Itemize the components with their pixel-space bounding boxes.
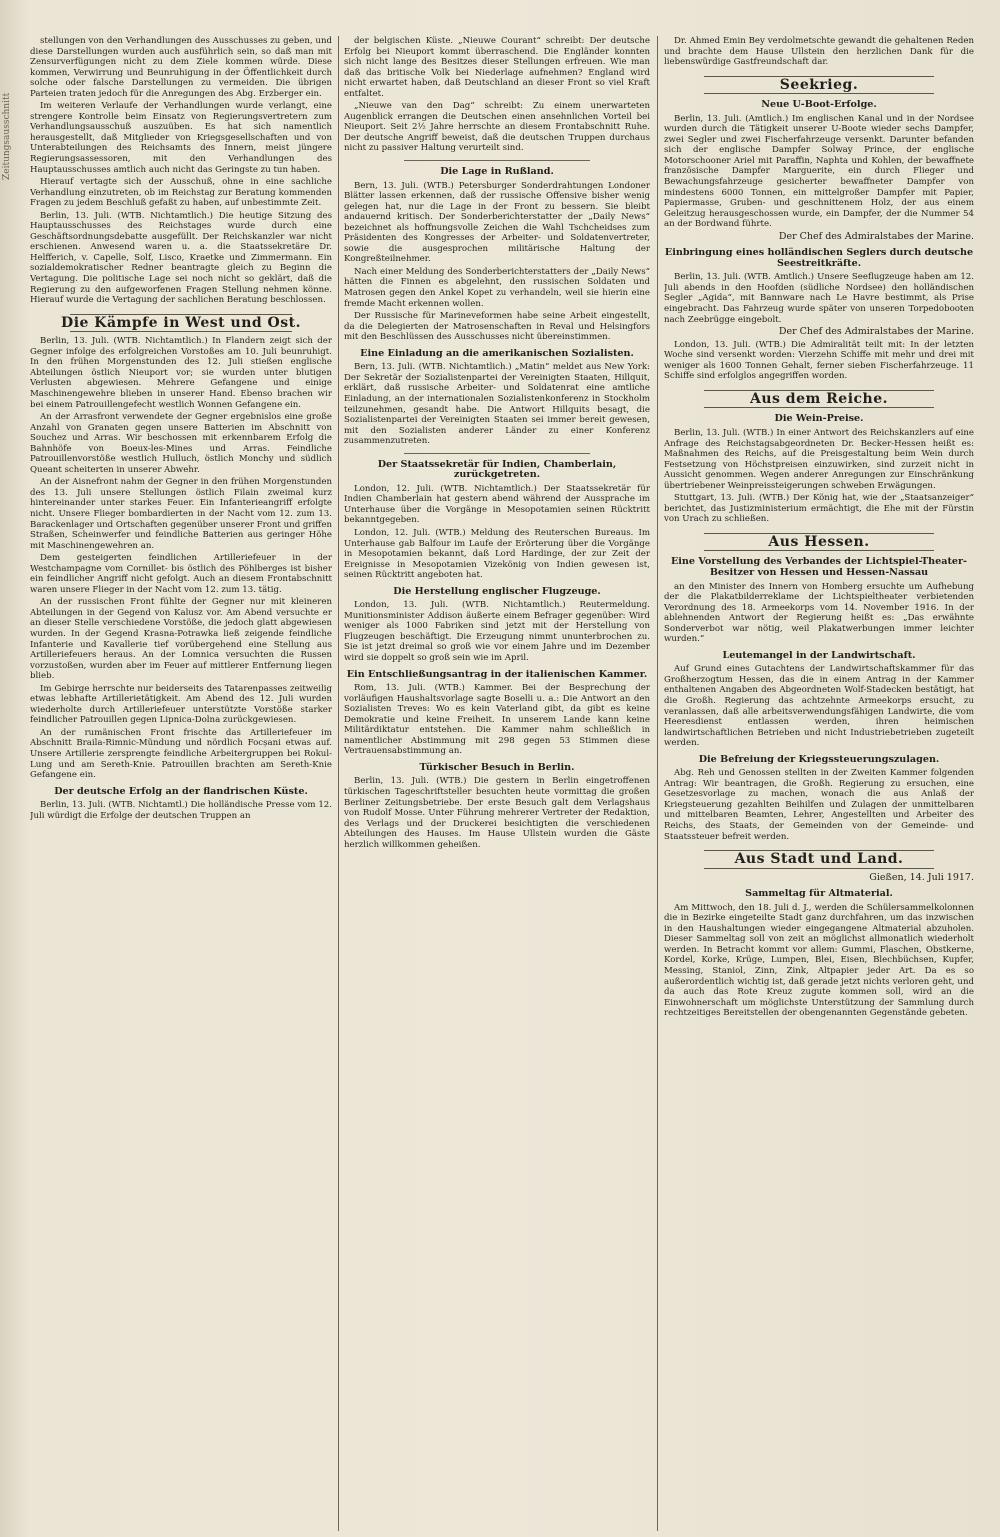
paragraph: Im Gebirge herrschte nur beiderseits des Tatarenpasses zeitweilig etwas lebhafte Artillerietätigkeit. Am Abend des 12. Juli wurden wiederholte durch Artilleriefeuer unterstützte Vorstöße starker feindlicher Patrouillen gegen Lipnica-Dolna zurückgewiesen. — [30, 683, 332, 726]
margin-note: Zeitungsausschnitt — [2, 92, 12, 180]
paragraph: An der russischen Front fühlte der Gegner nur mit kleineren Abteilungen in der Gegend von Kalusz vor. Am Abend versuchte er an dieser Stelle verschiedene Vorstöße, die jedoch glatt abgewiesen wurden. In der Gegend Krasna-Potrawka ließ zeigende feindliche Infanterie und Kavallerie tief vorübergehend eine Stellung aus Artilleriefeuers heraus. An der Lomnica versuchten die Russen vorzustoßen, wurden aber im Feuer auf mittlerer Entfernung liegen blieb. — [30, 597, 332, 682]
paragraph: Nach einer Meldung des Sonderberichterstatters der „Daily News“ hätten die Finnen es abgelehnt, den russischen Soldaten und Matrosen gegen den Ankel Kopet zu verhandeln, weil sie hierin eine fremde Macht erkennen wollen. — [344, 266, 650, 309]
paragraph: Berlin, 13. Juli. (WTB.) Die gestern in Berlin eingetroffenen türkischen Tageschriftsteller besuchten heute vormittag die großen Berliner Zeitungsbetriebe. Der erste Besuch galt dem Verlagshaus von Rudolf Mosse. Unter Führung mehrerer Vertreter der Redaktion, des Verlags und der Druckerei besichtigten die verschiedenen Abteilungen des Hauses. Im Hause Ullstein wurden die Gäste herzlich willkommen geheißen. — [344, 776, 650, 850]
divider — [404, 160, 590, 161]
section-heading: Die Kämpfe in West und Ost. — [30, 314, 332, 333]
paragraph: der belgischen Küste. „Nieuwe Courant“ schreibt: Der deutsche Erfolg bei Nieuport kommt überraschend. Die Engländer konnten sich nicht lange des Besitzes dieser Stellungen erfreuen. Wie man daß das britische Volk bei Niederlage aufnehmen? England wird nicht erwartet haben, daß Deutschland an dieser Front so viel Kraft entfaltet. — [344, 36, 650, 99]
signature: Der Chef des Admiralstabes der Marine. — [778, 230, 974, 242]
paragraph: Berlin, 13. Juli. (WTB. Nichtamtlich.) In Flandern zeigt sich der Gegner infolge des erfolgreichen Vorstoßes am 10. Juli beunruhigt. In den frühen Morgenstunden des 12. Juli stießen englische Abteilungen östlich Nieuport vor; sie wurden unter blutigen Verlusten abgewiesen. Mehrere Gefangene und einige Maschinengewehre blieben in unserer Hand. Ebenso brachen wir bei einem Patrouillengefecht westlich Wonnen Gefangene ein. — [30, 336, 332, 410]
paragraph: Auf Grund eines Gutachtens der Landwirtschaftskammer für das Großherzogtum Hessen, das die in einem Antrag in der Kammer enthaltenen Angaben des Abgeordneten Wolf-Stadecken bestätigt, hat die Großh. Regierung das achtzehnte Armeekorps ersucht, zu veranlassen, daß alle arbeitsverwendungsfähigen Landwirte, die vom Heeresdienst entlassen werden, ihren heimischen landwirtschaftlichen Betrieben und nicht Industriebetrieben zugeteilt werden. — [664, 664, 974, 749]
column-2 — [344, 36, 650, 1536]
paragraph: London, 12. Juli. (WTB.) Meldung des Reuterschen Bureaus. Im Unterhause gab Balfour im Laufe der Erörterung über die Vorgänge in Mesopotamien bekannt, daß Lord Hardinge, der zur Zeit der Ereignisse in Mesopotamien Vizekönig von Indien gewesen ist, seinen Rücktritt angeboten hat. — [344, 527, 650, 581]
paragraph: London, 12. Juli. (WTB. Nichtamtlich.) Der Staatssekretär für Indien Chamberlain hat gestern abend während der Aussprache im Unterhause über die Vorgänge in Mesopotamien seinen Rücktritt bekanntgegeben. — [344, 483, 650, 526]
paragraph: Dem gesteigerten feindlichen Artilleriefeuer in der Westchampagne vom Cornillet- bis östlich des Pöhlberges ist bisher ein feindlicher Angriff nicht gefolgt. Auch an diesem Frontabschnitt waren unsere Flieger in der Nacht vom 12. zum 13. tätig. — [30, 553, 332, 595]
paragraph: Berlin, 13. Juli. (WTB. Nichtamtl.) Die holländische Presse vom 12. Juli würdigt die Erfolge der deutschen Truppen an — [30, 800, 332, 821]
paragraph: Berlin, 13. Juli. (WTB.) In einer Antwort des Reichskanzlers auf eine Anfrage des Reichstagsabgeordneten Dr. Becker-Hessen heißt es: Maßnahmen des Reichs, auf die Preisgestaltung beim Wein durch Festsetzung von Höchstpreisen einzuwirken, sind zurzeit nicht in Aussicht genommen. Wegen anderer Anregungen zur Einschränkung übertriebener Weinpreissteigerungen schweben Erwägungen. — [664, 427, 974, 491]
article-heading: Sammeltag für Altmaterial. — [745, 888, 893, 900]
paragraph: Hierauf vertagte sich der Ausschuß, ohne in eine sachliche Verhandlung einzutreten, ob im Reichstag zur Beratung kommenden Fragen zu jedem Beschluß gefaßt zu haben, auf unbestimmte Zeit. — [30, 177, 332, 209]
article-heading: Türkischer Besuch in Berlin. — [419, 761, 575, 773]
article-heading: Die Wein-Preise. — [774, 413, 864, 425]
article-heading: Eine Vorstellung des Verbandes der Lichtspiel-Theater-Besitzer von Hessen und Hessen-Nassau — [670, 556, 968, 578]
column-rule — [657, 36, 658, 1531]
dateline: Gießen, 14. Juli 1917. — [869, 871, 974, 883]
paragraph: Dr. Ahmed Emin Bey verdolmetschte gewandt die gehaltenen Reden und brachte dem Hause Ullstein den herzlichen Dank für die liebenswürdige Gastfreundschaft dar. — [664, 36, 974, 68]
paragraph: London, 13. Juli. (WTB. Nichtamtlich.) Reutermeldung. Munitionsminister Addison äußerte einem Befrager gegenüber: Wird weniger als 1000 Fabriken sind jetzt mit der Herstellung von Flugzeugen beschäftigt. Die Erzeugung nimmt ununterbrochen zu. Sie ist jetzt dreimal so groß wie vor einem Jahre und im Dezember wird sie doppelt so groß sein wie im April. — [344, 600, 650, 663]
paragraph: Stuttgart, 13. Juli. (WTB.) Der König hat, wie der „Staatsanzeiger“ berichtet, das Justizministerium ermächtigt, die Ehe mit der Fürstin von Urach zu schließen. — [664, 493, 974, 525]
article-heading: Der Staatssekretär für Indien, Chamberlain, zurückgetreten. — [377, 458, 617, 481]
article-heading: Eine Einladung an die amerikanischen Sozialisten. — [360, 347, 634, 359]
article-heading: Die Lage in Rußland. — [440, 166, 554, 178]
section-heading: Aus dem Reiche. — [664, 390, 974, 409]
paragraph: Berlin, 13. Juli. (Amtlich.) Im englischen Kanal und in der Nordsee wurden durch die Tätigkeit unserer U-Boote wieder sechs Dampfer, zwei Segler und zwei Fischerfahrzeuge versenkt. Darunter befanden sich der englische Dampfer Solway Prince, der englische Motorschooner Ariel mit Paraffin, Naphta und Kohlen, der bewaffnete französische Dampfer Marguerite, ein durch Flieger und Bewachungsfahrzeuge gesicherter bewaffneter Dampfer von mindestens 6000 Tonnen, ein mittelgroßer Dampfer mit Papier, Papiermasse, Gruben- und geschnittenem Holz, der aus einem Geleitzug herausgeschossen wurde, ein Dampfer, der die Nummer 54 an der Bordwand führte. — [664, 113, 974, 230]
paragraph: Berlin, 13. Juli. (WTB. Nichtamtlich.) Die heutige Sitzung des Hauptausschusses des Reichstages wurde durch eine Geschäftsordnungsdebatte ausgefüllt. Der Reichskanzler war nicht erschienen. Anwesend waren u. a. die Staatssekretäre Dr. Helfferich, v. Capelle, Solf, Lisco, Kraetke und Zimmermann. Ein sozialdemokratischer Redner beantragte gleich zu Beginn die Vertagung. Die politische Lage sei noch nicht so geklärt, daß die Regierung zu den aufgeworfenen Fragen Stellung nehmen könne. Hierauf wurde die Vertagung der sachlichen Beratung beschlossen. — [30, 210, 332, 306]
paragraph: Rom, 13. Juli. (WTB.) Kammer. Bei der Besprechung der vorläufigen Haushaltsvorlage sagte Boselli u. a.: Die Antwort an den Sozialisten Treves: Wo es kein Vaterland gibt, da gibt es keine Demokratie und keine Freiheit. In unserem Lande kann keine Militärdiktatur entstehen. Die Kammer nahm schließlich in namentlicher Abstimmung mit 298 gegen 53 Stimmen diese Vertrauensabstimmung an. — [344, 683, 650, 757]
paragraph: Im weiteren Verlaufe der Verhandlungen wurde verlangt, eine strengere Kontrolle beim Einsatz von Regierungsvertretern zum Verhandlungsausschuß auszuüben. Es hat sich namentlich herausgestellt, daß Mitglieder von Kriegsgesellschaften und von Unterabteilungen des Reichsamts des Innern, meist jüngere Regierungsassessoren, mit den Verhandlungen des Hauptausschusses amtlich auch nicht das Geringste zu tun haben. — [30, 101, 332, 175]
article-heading: Die Herstellung englischer Flugzeuge. — [393, 585, 601, 597]
section-heading: Seekrieg. — [664, 76, 974, 95]
paragraph: Bern, 13. Juli. (WTB.) Petersburger Sonderdrahtungen Londoner Blätter lassen erkennen, daß der russische Offensive bisher wenig gelegen hat, nur die Lage in der Front zu bessern. Sie bleibt andauernd kritisch. Der Sonderberichterstatter der „Daily News“ bezeichnet als hoffnungsvolle Zeichen die Wahl Tschcheidses zum Präsidenten des Kongresses der Arbeiter- und Soldatenvertreter, sowie die ausgesprochen militärische Haltung der Kongreßteilnehmer. — [344, 180, 650, 265]
paragraph: An der Aisnefront nahm der Gegner in den frühen Morgenstunden des 13. Juli unsere Stellungen östlich Filain zweimal kurz hintereinander unter starkes Feuer. Ein Infanterieangriff erfolgte nicht. Unsere Flieger bombardierten in der Nacht vom 12. zum 13. Barackenlager und Ortschaften gegenüber unserer Front und griffen Straßen, Scheinwerfer und feindliche Batterien aus geringer Höhe mit Maschinengewehren an. — [30, 477, 332, 551]
section-heading: Aus Hessen. — [664, 533, 974, 552]
paragraph: Abg. Reh und Genossen stellten in der Zweiten Kammer folgenden Antrag: Wir beantragen, die Großh. Regierung zu ersuchen, eine Gesetzesvorlage zu machen, wonach die aus Anlaß der Kriegsteuerung gezahlten Beihilfen und Zulagen der unmittelbaren und mittelbaren Beamten, Lehrer, Angestellten und Arbeiter des Reichs, des Staats, der Gemeinden von der Gemeinde- und Staatssteuer befreit werden. — [664, 768, 974, 842]
article-heading: Leutemangel in der Landwirtschaft. — [722, 649, 916, 661]
paragraph: Bern, 13. Juli. (WTB. Nichtamtlich.) „Matin“ meldet aus New York: Der Sekretär der Sozialistenpartei der Vereinigten Staaten, Hillquit, erklärt, daß russische Arbeiter- und Soldatenrat eine amtliche Einladung, an der internationalen Sozialistenkonferenz in Stockholm teilzunehmen, gesandt habe. Die Antwort Hillquits besagt, die Sozialistenpartei der Vereinigten Staaten sei immer bereit gewesen, mit den Sozialisten anderer Länder zu einer Konferenz zusammenzutreten. — [344, 362, 650, 447]
paragraph: Der Russische für Marineveformen habe seine Arbeit eingestellt, da die Delegierten der Matrosenschaften in Reval und Helsingfors mit den Beschlüssen des Ausschusses nicht übereinstimmen. — [344, 311, 650, 343]
paragraph: An der rumänischen Front frischte das Artilleriefeuer im Abschnitt Braila-Rimnic-Mündung und nördlich Focșani etwas auf. Unsere Artillerie zersprengte feindliche Arbeitergruppen bei Rokul-Lung und am Sereth-Knie. Patrouillen brachten am Sereth-Knie Gefangene ein. — [30, 727, 332, 781]
paragraph: an den Minister des Innern von Homberg ersuchte um Aufhebung der die Plakatbilderreklame der Lichtspieltheater verbietenden Verordnung des 18. Armeekorps vom 14. November 1916. In der ablehnenden Antwort der Regierung heißt es: „Das erwähnte Sonderverbot war nötig, weil Plakatwerbungen immer leichter wurden.“ — [664, 581, 974, 645]
paragraph: Am Mittwoch, den 18. Juli d. J., werden die Schülersammelkolonnen die in Bezirke eingeteilte Stadt ganz durchfahren, um das inzwischen in den Haushaltungen wieder eingegangene Altmaterial abzuholen. Dieser Sammeltag soll von zeit an möglichst allmonatlich wiederholt werden. In Betracht kommt vor allem: Gummi, Flaschen, Obstkerne, Kordel, Korke, Krüge, Lumpen, Blei, Eisen, Blechbüchsen, Kupfer, Messing, Staniol, Zinn, Zink, Altpapier jeder Art. Da es so außerordentlich wichtig ist, daß gerade jetzt nichts verloren geht, und da auch das Rote Kreuz zugute kommen soll, wird an die Einwohnerschaft um möglichste Unterstützung der Sammlung durch rechtzeitiges Bereitstellen der obengenannten Gegenstände gebeten. — [664, 902, 974, 1019]
article-heading: Der deutsche Erfolg an der flandrischen Küste. — [54, 785, 308, 797]
column-3 — [664, 36, 974, 1536]
article-heading: Die Befreiung der Kriegssteuerungszulagen. — [698, 753, 940, 765]
paragraph: An der Arrasfront verwendete der Gegner ergebnislos eine große Anzahl von Granaten gegen unsere Batterien im Abschnitt von Souchez und Arras. Wir beschossen mit erkennbarem Erfolg die Bahnhöfe von Boeux-les-Mines und Arras. Feindliche Patrouillenvorstöße westlich Hulluch, östlich Monchy und südlich Queant scheiterten in unserer Abwehr. — [30, 412, 332, 475]
article-heading: Ein Entschließungsantrag in der italienischen Kammer. — [346, 668, 648, 680]
column-1 — [30, 36, 332, 1536]
paragraph: „Nieuwe van den Dag“ schreibt: Zu einem unerwarteten Augenblick errangen die Deutschen einen ansehnlichen Vorteil bei Nieuport. Seit 2½ Jahre herrschte an diesem Frontabschnitt Ruhe. Der deutsche Angriff beweist, daß die deutschen Truppen durchaus nicht zu passiver Haltung verurteilt sind. — [344, 101, 650, 154]
signature: Der Chef des Admiralstabes der Marine. — [778, 326, 974, 338]
paragraph: stellungen von den Verhandlungen des Ausschusses zu geben, und diese Darstellungen wurden auch ausführlich sein, so daß man mit Zensurverfügungen nicht zu dem Ziele kommen würde. Diese kommen, Verwirrung und Beunruhigung in der Öffentlichkeit durch solche oder falsche Darstellungen zu vermeiden. Die übrigen Parteien traten jedoch für die Anregungen des Abg. Erzberger ein. — [30, 36, 332, 99]
paragraph: London, 13. Juli. (WTB.) Die Admiralität teilt mit: In der letzten Woche sind versenkt worden: Vierzehn Schiffe mit mehr und drei mit weniger als 1600 Tonnen Gehalt, ferner sieben Fischerfahrzeuge. 11 Schiffe sind erfolglos angegriffen worden. — [664, 339, 974, 382]
paragraph: Berlin, 13. Juli. (WTB. Amtlich.) Unsere Seeflugzeuge haben am 12. Juli abends in den Hoofden (südliche Nordsee) den holländischen Segler „Agida“, mit Bannware nach Le Havre bestimmt, als Prise eingebracht. Das Fahrzeug wurde später von unseren Torpedobooten nach Zeebrügge eingebolt. — [664, 272, 974, 325]
article-heading: Neue U-Boot-Erfolge. — [761, 99, 877, 111]
column-rule — [338, 36, 339, 1531]
section-heading: Aus Stadt und Land. — [664, 850, 974, 869]
divider — [404, 453, 590, 454]
article-heading: Einbringung eines holländischen Seglers durch deutsche Seestreitkräfte. — [664, 247, 974, 269]
